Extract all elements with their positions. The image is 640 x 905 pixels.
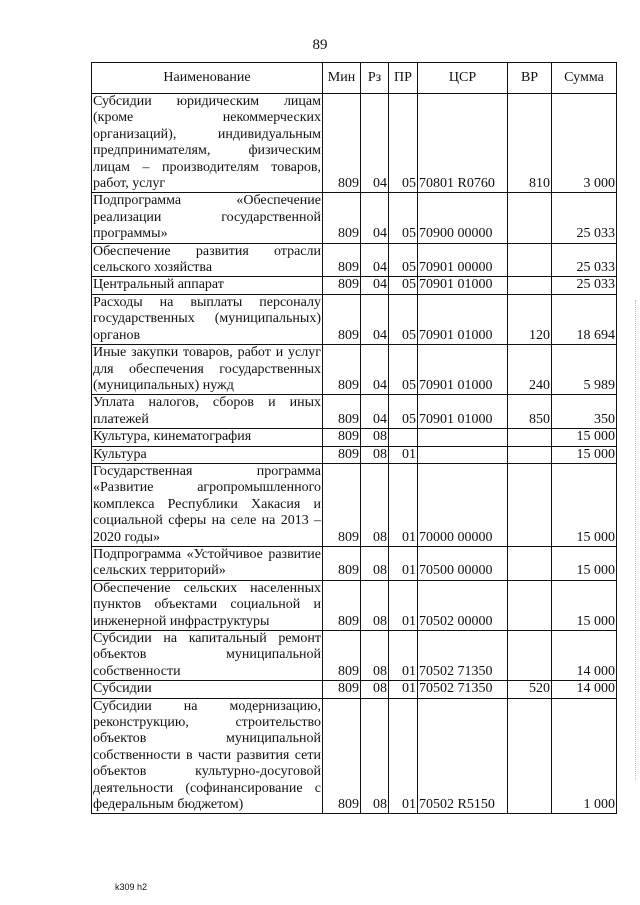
cell-min: 809 — [323, 429, 361, 446]
header-pr: ПР — [389, 63, 418, 94]
header-vr: ВР — [508, 63, 552, 94]
cell-vr: 850 — [508, 395, 552, 429]
cell-sum: 15 000 — [552, 463, 617, 546]
cell-vr: 520 — [508, 681, 552, 698]
cell-min: 809 — [323, 294, 361, 344]
cell-csr: 70901 01000 — [418, 294, 508, 344]
cell-pr: 05 — [389, 345, 418, 395]
cell-name: Уплата налогов, сборов и иных платежей — [93, 395, 321, 427]
cell-csr: 70502 71350 — [418, 681, 508, 698]
scan-edge-marks — [633, 300, 636, 780]
cell-pr: 05 — [389, 277, 418, 294]
cell-rz: 04 — [361, 277, 389, 294]
cell-csr: 70900 00000 — [418, 193, 508, 243]
cell-sum: 18 694 — [552, 294, 617, 344]
cell-pr: 01 — [389, 580, 418, 630]
cell-sum: 14 000 — [552, 681, 617, 698]
table-row — [92, 631, 617, 681]
cell-csr: 70502 00000 — [418, 580, 508, 630]
table-row — [92, 546, 617, 580]
cell-min: 809 — [323, 277, 361, 294]
cell-sum: 3 000 — [552, 94, 617, 193]
table-row — [92, 277, 617, 294]
cell-rz: 08 — [361, 698, 389, 814]
cell-sum: 25 033 — [552, 277, 617, 294]
cell-name: Иные закупки товаров, работ и услуг для обеспечения государственных (муниципальных) нужд — [93, 345, 321, 393]
cell-sum: 15 000 — [552, 546, 617, 580]
cell-vr — [508, 429, 552, 446]
cell-vr — [508, 243, 552, 277]
cell-min: 809 — [323, 243, 361, 277]
header-min: Мин — [323, 63, 361, 94]
cell-pr: 01 — [389, 446, 418, 463]
cell-sum: 15 000 — [552, 429, 617, 446]
table-header-row — [92, 63, 617, 94]
cell-name: Государственная программа «Развитие агропромышленного комплекса Республики Хакасия и социальной сферы на селе на 2013 – 2020 годы» — [93, 463, 321, 545]
cell-rz: 04 — [361, 395, 389, 429]
cell-name: Подпрограмма «Обеспечение реализации государственной программы» — [93, 193, 321, 242]
cell-pr: 05 — [389, 94, 418, 193]
cell-min: 809 — [323, 193, 361, 243]
cell-name: Субсидии юридическим лицам (кроме некоммерческих организаций), индивидуальным предпринимателям, физическим лицам – производителям товаров, работ, услуг — [93, 94, 321, 192]
table-row — [92, 580, 617, 630]
table-row — [92, 345, 617, 395]
cell-name: Обеспечение развития отрасли сельского хозяйства — [93, 243, 321, 276]
table-row — [92, 243, 617, 277]
cell-name: Подпрограмма «Устойчивое развитие сельских территорий» — [93, 546, 321, 579]
cell-pr: 01 — [389, 681, 418, 698]
cell-pr: 01 — [389, 546, 418, 580]
cell-rz: 08 — [361, 631, 389, 681]
table-body — [92, 94, 617, 814]
cell-csr: 70500 00000 — [418, 546, 508, 580]
header-sum: Сумма — [552, 63, 617, 94]
cell-rz: 04 — [361, 193, 389, 243]
cell-name: Субсидии на капитальный ремонт объектов муниципальной собственности — [93, 631, 321, 679]
cell-sum: 15 000 — [552, 580, 617, 630]
table-row — [92, 395, 617, 429]
cell-csr: 70901 01000 — [418, 345, 508, 395]
cell-pr: 01 — [389, 631, 418, 681]
cell-vr: 120 — [508, 294, 552, 344]
cell-name: Субсидии — [92, 681, 323, 698]
cell-csr: 70801 R0760 — [418, 94, 508, 193]
table-row — [92, 193, 617, 243]
cell-sum: 5 989 — [552, 345, 617, 395]
budget-table — [91, 62, 617, 814]
cell-vr: 810 — [508, 94, 552, 193]
header-rz: Рз — [361, 63, 389, 94]
table-row — [92, 681, 617, 698]
cell-pr: 05 — [389, 294, 418, 344]
cell-pr: 01 — [389, 698, 418, 814]
cell-vr — [508, 463, 552, 546]
cell-sum: 350 — [552, 395, 617, 429]
cell-min: 809 — [323, 463, 361, 546]
table-row — [92, 294, 617, 344]
cell-sum: 14 000 — [552, 631, 617, 681]
cell-csr — [418, 446, 508, 463]
cell-csr: 70901 01000 — [418, 395, 508, 429]
cell-sum: 1 000 — [552, 698, 617, 814]
cell-min: 809 — [323, 546, 361, 580]
cell-vr — [508, 698, 552, 814]
cell-rz: 08 — [361, 429, 389, 446]
header-name: Наименование — [92, 63, 323, 94]
table-row — [92, 94, 617, 193]
cell-min: 809 — [323, 681, 361, 698]
cell-sum: 15 000 — [552, 446, 617, 463]
cell-csr: 70901 01000 — [418, 277, 508, 294]
cell-rz: 08 — [361, 546, 389, 580]
cell-vr — [508, 446, 552, 463]
table-row — [92, 698, 617, 814]
cell-min: 809 — [323, 345, 361, 395]
cell-csr: 70901 00000 — [418, 243, 508, 277]
table-row — [92, 429, 617, 446]
cell-min: 809 — [323, 94, 361, 193]
cell-name: Культура, кинематография — [92, 429, 323, 446]
cell-csr: 70502 71350 — [418, 631, 508, 681]
cell-min: 809 — [323, 698, 361, 814]
cell-sum: 25 033 — [552, 193, 617, 243]
cell-rz: 08 — [361, 580, 389, 630]
cell-vr: 240 — [508, 345, 552, 395]
cell-rz: 04 — [361, 243, 389, 277]
cell-pr: 05 — [389, 395, 418, 429]
cell-csr: 70502 R5150 — [418, 698, 508, 814]
cell-csr: 70000 00000 — [418, 463, 508, 546]
cell-min: 809 — [323, 395, 361, 429]
cell-rz: 08 — [361, 681, 389, 698]
cell-vr — [508, 631, 552, 681]
cell-vr — [508, 546, 552, 580]
page-number: 89 — [312, 37, 328, 53]
cell-sum: 25 033 — [552, 243, 617, 277]
cell-rz: 08 — [361, 463, 389, 546]
cell-csr — [418, 429, 508, 446]
cell-vr — [508, 580, 552, 630]
cell-min: 809 — [323, 631, 361, 681]
cell-name: Расходы на выплаты персоналу государственных (муниципальных) органов — [93, 294, 321, 343]
cell-pr: 05 — [389, 243, 418, 277]
cell-vr — [508, 193, 552, 243]
cell-name: Обеспечение сельских населенных пунктов объектами социальной и инженерной инфраструктуры — [93, 580, 321, 629]
footer-code: k309 h2 — [115, 882, 148, 892]
cell-name: Культура — [92, 446, 323, 463]
cell-min: 809 — [323, 580, 361, 630]
cell-rz: 04 — [361, 345, 389, 395]
table-row — [92, 463, 617, 546]
table-row — [92, 446, 617, 463]
cell-pr: 05 — [389, 193, 418, 243]
cell-pr: 01 — [389, 463, 418, 546]
cell-name: Центральный аппарат — [92, 277, 323, 294]
cell-rz: 04 — [361, 94, 389, 193]
cell-rz: 04 — [361, 294, 389, 344]
header-csr: ЦСР — [418, 63, 508, 94]
cell-vr — [508, 277, 552, 294]
cell-pr — [389, 429, 418, 446]
cell-rz: 08 — [361, 446, 389, 463]
cell-min: 809 — [323, 446, 361, 463]
cell-name: Субсидии на модернизацию, реконструкцию, строительство объектов муниципальной собственности в части развития сети объектов культурно-досуговой деятельности (софинансирование с федеральным бюджетом) — [93, 698, 321, 813]
